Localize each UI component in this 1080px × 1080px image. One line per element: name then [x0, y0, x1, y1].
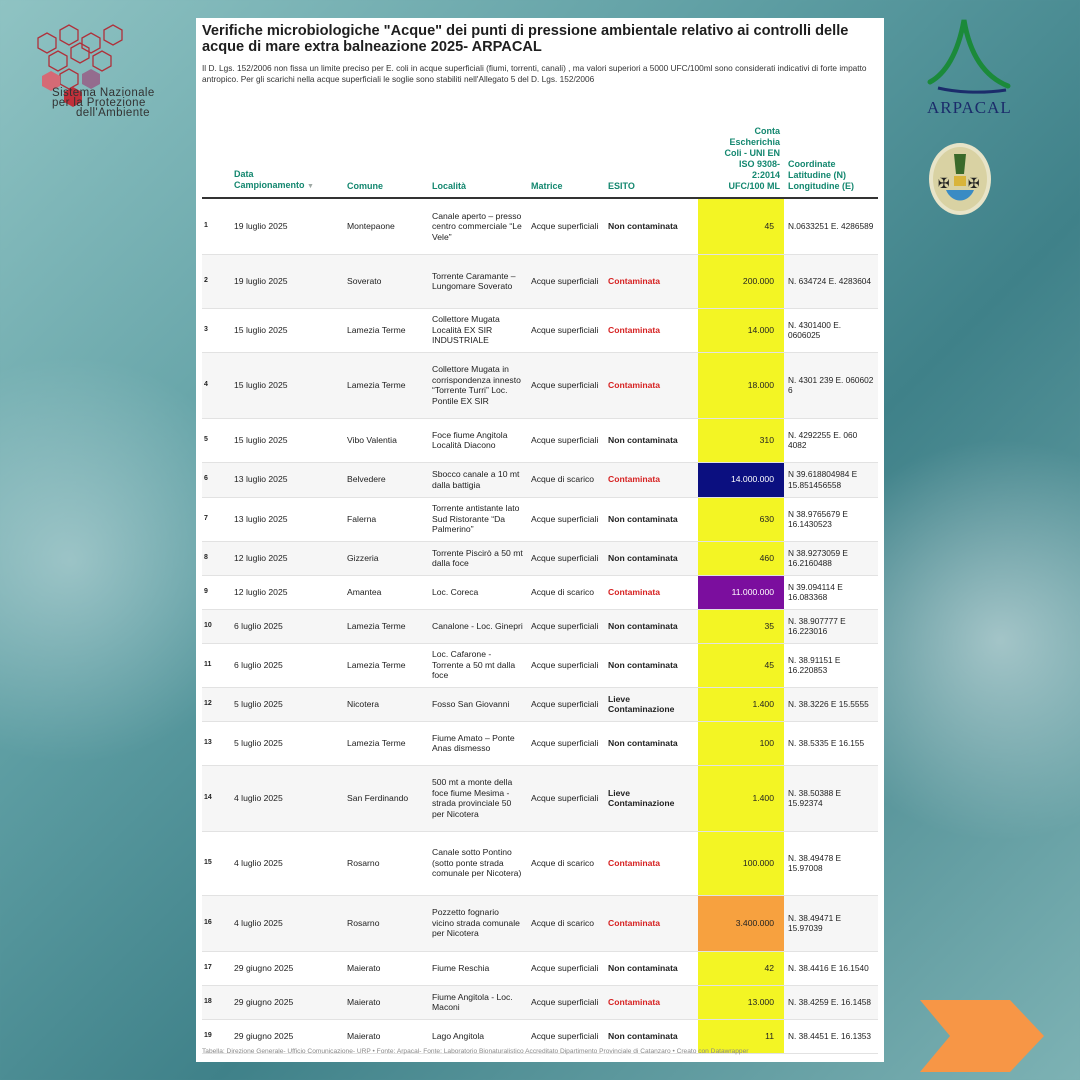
table-row	[202, 541, 878, 575]
row-localita: Fiume Reschia	[428, 951, 527, 985]
row-index: 6	[202, 462, 230, 497]
row-index: 10	[202, 609, 230, 643]
table-row	[202, 609, 878, 643]
row-date: 19 luglio 2025	[230, 198, 343, 254]
row-date: 6 luglio 2025	[230, 609, 343, 643]
table-row	[202, 765, 878, 831]
row-coordinates: N. 4292255 E. 060 4082	[784, 418, 878, 462]
row-matrice: Acque superficiali	[527, 687, 604, 721]
row-index: 2	[202, 254, 230, 308]
row-matrice: Acque superficiali	[527, 951, 604, 985]
row-conta-value: 200.000	[698, 254, 784, 308]
header-conta-line1: Conta	[754, 126, 780, 136]
next-arrow-icon[interactable]	[920, 1000, 1044, 1072]
row-matrice: Acque superficiali	[527, 497, 604, 541]
row-comune: Soverato	[343, 254, 428, 308]
snpa-name-line1: Sistema Nazionale	[52, 87, 155, 99]
snpa-name-line3: dell'Ambiente	[76, 107, 150, 119]
row-index: 16	[202, 895, 230, 951]
table-row	[202, 308, 878, 352]
row-esito: Lieve Contaminazione	[604, 687, 698, 721]
row-esito: Contaminata	[604, 985, 698, 1019]
table-header-row	[202, 102, 878, 198]
row-coordinates: N. 634724 E. 4283604	[784, 254, 878, 308]
row-localita: Canalone - Loc. Ginepri	[428, 609, 527, 643]
table-row	[202, 895, 878, 951]
header-date-line2: Campionamento	[234, 180, 305, 190]
table-row	[202, 254, 878, 308]
row-index: 1	[202, 198, 230, 254]
row-comune: Lamezia Terme	[343, 308, 428, 352]
header-coord-line1: Coordinate	[788, 159, 836, 169]
background-glow-right	[880, 380, 1080, 900]
row-index: 8	[202, 541, 230, 575]
header-conta[interactable]	[698, 102, 784, 198]
row-esito: Contaminata	[604, 254, 698, 308]
row-matrice: Acque superficiali	[527, 1019, 604, 1053]
row-coordinates: N. 38.50388 E 15.92374	[784, 765, 878, 831]
row-index: 12	[202, 687, 230, 721]
row-localita: Pozzetto fognario vicino strada comunale per Nicotera	[428, 895, 527, 951]
row-conta-value: 11	[698, 1019, 784, 1053]
row-date: 15 luglio 2025	[230, 418, 343, 462]
row-esito: Non contaminata	[604, 198, 698, 254]
row-date: 6 luglio 2025	[230, 643, 343, 687]
row-index: 11	[202, 643, 230, 687]
row-date: 15 luglio 2025	[230, 352, 343, 418]
row-coordinates: N. 38.91151 E 16.220853	[784, 643, 878, 687]
table-row	[202, 721, 878, 765]
row-coordinates: N. 38.4451 E. 16.1353	[784, 1019, 878, 1053]
row-index: 18	[202, 985, 230, 1019]
row-matrice: Acque superficiali	[527, 985, 604, 1019]
row-matrice: Acque superficiali	[527, 418, 604, 462]
row-date: 29 giugno 2025	[230, 985, 343, 1019]
row-esito: Non contaminata	[604, 721, 698, 765]
svg-text:✠: ✠	[938, 176, 950, 192]
row-comune: Rosarno	[343, 831, 428, 895]
header-localita[interactable]: Località	[428, 102, 527, 198]
snpa-name	[52, 88, 155, 118]
row-conta-value: 630	[698, 497, 784, 541]
regione-calabria-emblem	[928, 142, 992, 216]
snpa-name-line2: per la Protezione	[52, 97, 146, 109]
row-matrice: Acque di scarico	[527, 831, 604, 895]
row-esito: Non contaminata	[604, 1019, 698, 1053]
header-conta-line2: Escherichia	[729, 137, 780, 147]
row-esito: Non contaminata	[604, 418, 698, 462]
row-coordinates: N. 4301 239 E. 060602 6	[784, 352, 878, 418]
row-coordinates: N. 38.49471 E 15.97039	[784, 895, 878, 951]
row-matrice: Acque di scarico	[527, 462, 604, 497]
row-esito: Contaminata	[604, 308, 698, 352]
row-coordinates: N. 38.907777 E 16.223016	[784, 609, 878, 643]
row-comune: Lamezia Terme	[343, 609, 428, 643]
row-matrice: Acque superficiali	[527, 198, 604, 254]
row-matrice: Acque superficiali	[527, 308, 604, 352]
row-matrice: Acque superficiali	[527, 254, 604, 308]
row-conta-value: 45	[698, 643, 784, 687]
header-conta-line3: Coli - UNI EN	[724, 148, 780, 158]
row-index: 19	[202, 1019, 230, 1053]
row-localita: Foce fiume Angitola Località Diacono	[428, 418, 527, 462]
row-coordinates: N. 38.4416 E 16.1540	[784, 951, 878, 985]
table-row	[202, 985, 878, 1019]
row-localita: Lago Angitola	[428, 1019, 527, 1053]
row-conta-value: 100	[698, 721, 784, 765]
table-row	[202, 643, 878, 687]
row-date: 13 luglio 2025	[230, 497, 343, 541]
row-index: 14	[202, 765, 230, 831]
row-localita: Torrente Caramante – Lungomare Soverato	[428, 254, 527, 308]
row-matrice: Acque superficiali	[527, 352, 604, 418]
header-comune[interactable]: Comune	[343, 102, 428, 198]
table-title: Verifiche microbiologiche "Acque" dei punti di pressione ambientale relativo ai controlli delle acque di mare extra balneazione 2025- ARPACAL	[202, 23, 849, 55]
row-esito: Non contaminata	[604, 951, 698, 985]
row-comune: Lamezia Terme	[343, 643, 428, 687]
row-index: 15	[202, 831, 230, 895]
row-conta-value: 460	[698, 541, 784, 575]
row-coordinates: N 38.9273059 E 16.2160488	[784, 541, 878, 575]
row-localita: Loc. Coreca	[428, 575, 527, 609]
row-date: 15 luglio 2025	[230, 308, 343, 352]
row-esito: Contaminata	[604, 895, 698, 951]
row-localita: Fosso San Giovanni	[428, 687, 527, 721]
row-date: 19 luglio 2025	[230, 254, 343, 308]
row-comune: Maierato	[343, 985, 428, 1019]
table-row	[202, 575, 878, 609]
row-matrice: Acque superficiali	[527, 721, 604, 765]
sort-descending-icon[interactable]: ▼	[307, 183, 314, 190]
header-conta-line6: UFC/100 ML	[728, 181, 780, 191]
row-coordinates: N. 38.4259 E. 16.1458	[784, 985, 878, 1019]
background-glow-left	[0, 300, 200, 820]
row-localita: Sbocco canale a 10 mt dalla battigia	[428, 462, 527, 497]
row-localita: Fiume Angitola - Loc. Maconi	[428, 985, 527, 1019]
row-esito: Contaminata	[604, 575, 698, 609]
row-conta-value: 35	[698, 609, 784, 643]
row-index: 3	[202, 308, 230, 352]
row-conta-value: 45	[698, 198, 784, 254]
row-date: 29 giugno 2025	[230, 951, 343, 985]
row-localita: Collettore Mugata in corrispondenza innesto “Torrente Turri” Loc. Pontile EX SIR	[428, 352, 527, 418]
row-comune: Rosarno	[343, 895, 428, 951]
row-index: 4	[202, 352, 230, 418]
row-conta-value: 1.400	[698, 687, 784, 721]
row-matrice: Acque di scarico	[527, 575, 604, 609]
table-row	[202, 687, 878, 721]
header-conta-line5: 2:2014	[751, 170, 780, 180]
table-row	[202, 462, 878, 497]
row-esito: Non contaminata	[604, 609, 698, 643]
row-esito: Contaminata	[604, 352, 698, 418]
row-coordinates: N 38.9765679 E 16.1430523	[784, 497, 878, 541]
row-coordinates: N. 4301400 E. 0606025	[784, 308, 878, 352]
row-localita: Torrente Piscirò a 50 mt dalla foce	[428, 541, 527, 575]
row-esito: Contaminata	[604, 462, 698, 497]
row-date: 12 luglio 2025	[230, 541, 343, 575]
row-date: 29 giugno 2025	[230, 1019, 343, 1053]
row-conta-value: 100.000	[698, 831, 784, 895]
row-coordinates: N. 38.5335 E 16.155	[784, 721, 878, 765]
row-date: 4 luglio 2025	[230, 831, 343, 895]
row-matrice: Acque superficiali	[527, 643, 604, 687]
row-comune: Belvedere	[343, 462, 428, 497]
arpacal-name: ARPACAL	[927, 98, 1012, 117]
row-date: 4 luglio 2025	[230, 765, 343, 831]
row-matrice: Acque superficiali	[527, 765, 604, 831]
header-coord-line3: Longitudine (E)	[788, 181, 854, 191]
table-footer: Tabella: Direzione Generale- Ufficio Comunicazione- URP • Fonte: Arpacal- Fonte: Laboratorio Bionaturalistico Accreditato Dipartimento Provinciale di Catanzaro • Creato con Datawrapper	[202, 1048, 749, 1055]
row-date: 5 luglio 2025	[230, 687, 343, 721]
row-comune: Nicotera	[343, 687, 428, 721]
row-localita: Canale sotto Pontino (sotto ponte strada comunale per Nicotera)	[428, 831, 527, 895]
table-row	[202, 352, 878, 418]
row-comune: Gizzeria	[343, 541, 428, 575]
row-conta-value: 14.000.000	[698, 462, 784, 497]
row-comune: Amantea	[343, 575, 428, 609]
row-matrice: Acque di scarico	[527, 895, 604, 951]
row-conta-value: 18.000	[698, 352, 784, 418]
table-row	[202, 951, 878, 985]
header-matrice[interactable]: Matrice	[527, 102, 604, 198]
row-matrice: Acque superficiali	[527, 541, 604, 575]
row-date: 5 luglio 2025	[230, 721, 343, 765]
row-esito: Non contaminata	[604, 497, 698, 541]
row-index: 9	[202, 575, 230, 609]
header-date[interactable]	[230, 102, 343, 198]
row-coordinates: N. 38.3226 E 15.5555	[784, 687, 878, 721]
row-conta-value: 310	[698, 418, 784, 462]
row-index: 7	[202, 497, 230, 541]
row-comune: Maierato	[343, 951, 428, 985]
row-localita: Loc. Cafarone - Torrente a 50 mt dalla foce	[428, 643, 527, 687]
row-date: 13 luglio 2025	[230, 462, 343, 497]
row-localita: 500 mt a monte della foce fiume Mesima - strada provinciale 50 per Nicotera	[428, 765, 527, 831]
row-localita: Fiume Amato – Ponte Anas dismesso	[428, 721, 527, 765]
table-panel	[196, 18, 884, 1062]
table-row	[202, 831, 878, 895]
row-esito: Contaminata	[604, 831, 698, 895]
table-body	[202, 198, 878, 1053]
table-subtitle: Il D. Lgs. 152/2006 non fissa un limite preciso per E. coli in acque superficiali (fiumi, torrenti, canali) , ma valori superiori a 5000 UFC/100ml sono considerati indicativi di forte impatto antropico. Per gli scarichi nella acque superficiali le soglie sono stabiliti nell'Allegato 5 del D. Lgs. 152/2006	[202, 63, 867, 84]
header-coordinate[interactable]	[784, 102, 878, 198]
results-table	[202, 102, 878, 1054]
row-coordinates: N 39.618804984 E 15.851456558	[784, 462, 878, 497]
row-esito: Non contaminata	[604, 541, 698, 575]
row-localita: Torrente antistante lato Sud Ristorante “Da Palmerino”	[428, 497, 527, 541]
row-comune: Lamezia Terme	[343, 352, 428, 418]
row-index: 5	[202, 418, 230, 462]
header-date-line1: Data	[234, 169, 254, 179]
row-date: 12 luglio 2025	[230, 575, 343, 609]
row-comune: Maierato	[343, 1019, 428, 1053]
row-comune: Montepaone	[343, 198, 428, 254]
row-index: 17	[202, 951, 230, 985]
row-conta-value: 14.000	[698, 308, 784, 352]
row-conta-value: 1.400	[698, 765, 784, 831]
row-comune: Lamezia Terme	[343, 721, 428, 765]
table-row	[202, 198, 878, 254]
row-index: 13	[202, 721, 230, 765]
row-comune: Vibo Valentia	[343, 418, 428, 462]
row-matrice: Acque superficiali	[527, 609, 604, 643]
row-localita: Canale aperto – presso centro commerciale “Le Vele”	[428, 198, 527, 254]
header-conta-line4: ISO 9308-	[738, 159, 780, 169]
row-date: 4 luglio 2025	[230, 895, 343, 951]
row-conta-value: 11.000.000	[698, 575, 784, 609]
row-coordinates: N.0633251 E. 4286589	[784, 198, 878, 254]
row-conta-value: 13.000	[698, 985, 784, 1019]
row-coordinates: N. 38.49478 E 15.97008	[784, 831, 878, 895]
row-comune: San Ferdinando	[343, 765, 428, 831]
row-conta-value: 42	[698, 951, 784, 985]
row-esito: Lieve Contaminazione	[604, 765, 698, 831]
table-row	[202, 418, 878, 462]
row-comune: Falerna	[343, 497, 428, 541]
row-conta-value: 3.400.000	[698, 895, 784, 951]
row-localita: Collettore Mugata Località EX SIR INDUSTRIALE	[428, 308, 527, 352]
row-coordinates: N 39.094114 E 16.083368	[784, 575, 878, 609]
table-row	[202, 497, 878, 541]
header-esito[interactable]: ESITO	[604, 102, 698, 198]
header-coord-line2: Latitudine (N)	[788, 170, 846, 180]
header-index	[202, 102, 230, 198]
row-esito: Non contaminata	[604, 643, 698, 687]
svg-text:✠: ✠	[968, 176, 980, 192]
